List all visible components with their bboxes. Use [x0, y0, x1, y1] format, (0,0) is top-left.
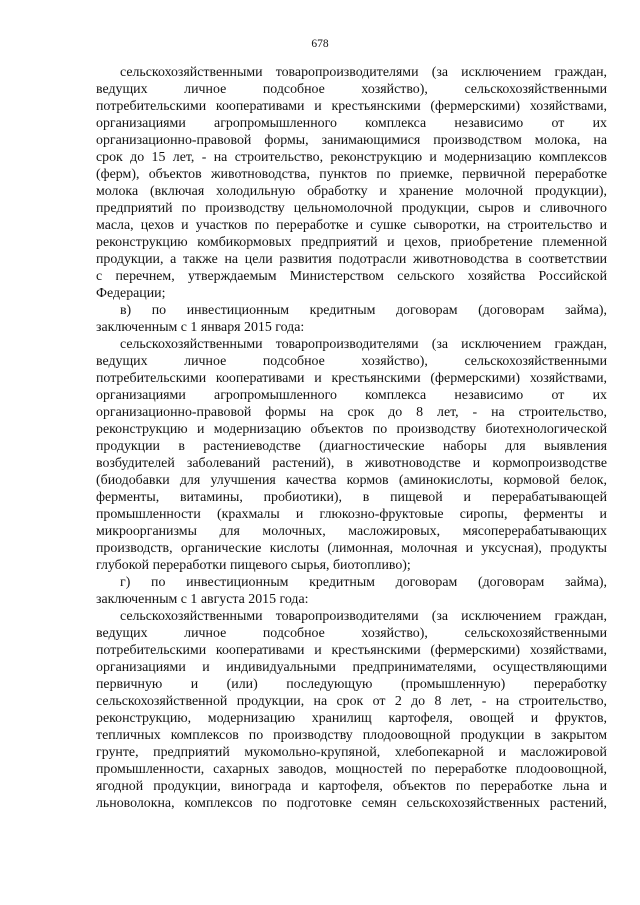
text-line: потребительскими кооперативами и крестьянскими (фермерскими) хозяйствами, [96, 99, 607, 114]
text-line: предприятий по производству цельномолочной продукции, сыров и сливочного [96, 201, 607, 216]
text-line: с перечнем, утверждаемым Министерством сельского хозяйства Российской [96, 269, 607, 284]
text-line: сельскохозяйственными товаропроизводителями (за исключением граждан, [120, 609, 607, 624]
text-line: микроорганизмы для молочных, масложировых, мясоперерабатывающих [96, 524, 607, 539]
text-line: реконструкцию, модернизацию хранилищ картофеля, овощей и фруктов, [96, 711, 607, 726]
text-line: (ферм), объектов животноводства, пунктов по приемке, первичной переработке [96, 167, 607, 182]
page-number: 678 [311, 38, 329, 50]
text-line: сельскохозяйственными товаропроизводителями (за исключением граждан, [120, 65, 607, 80]
text-line: потребительскими кооперативами и крестьянскими (фермерскими) хозяйствами, [96, 643, 607, 658]
text-line: ферменты, витамины, пробиотики), в пищевой и перерабатывающей [96, 490, 607, 505]
text-line: сельскохозяйственными товаропроизводителями (за исключением граждан, [120, 337, 607, 352]
text-line: организациями и индивидуальными предпринимателями, осуществляющими [96, 660, 607, 675]
text-line: ведущих личное подсобное хозяйство), сельскохозяйственными [96, 354, 607, 369]
text-line: организационно-правовой формы на срок до 8 лет, - на строительство, [96, 405, 607, 420]
text-line: глубокой переработки пищевого сырья, биотопливо); [96, 558, 411, 573]
text-line: грунте, предприятий мукомольно-крупяной, хлебопекарной и масложировой [96, 745, 607, 760]
text-line: реконструкцию комбикормовых предприятий и цехов, приобретение племенной [96, 235, 607, 250]
text-line: потребительскими кооперативами и крестьянскими (фермерскими) хозяйствами, [96, 371, 607, 386]
text-line: заключенным с 1 августа 2015 года: [96, 592, 309, 607]
text-line: реконструкцию и модернизацию объектов по производству биотехнологической [96, 422, 607, 437]
text-line: возбудителей заболеваний растений), в животноводстве и кормопроизводстве [96, 456, 607, 471]
text-line: (биодобавки для улучшения качества кормов (аминокислоты, кормовой белок, [96, 473, 607, 488]
text-line: льноволокна, комплексов по подготовке семян сельскохозяйственных растений, [96, 796, 607, 811]
text-line: организационно-правовой формы, занимающимися производством молока, на [96, 133, 607, 148]
text-line: первичную и (или) последующую (промышленную) переработку [96, 677, 607, 692]
text-line: промышленности (крахмалы и глюкозно-фруктовые сиропы, ферменты и [96, 507, 607, 522]
text-line: сельскохозяйственной продукции, на срок от 2 до 8 лет, - на строительство, [96, 694, 607, 709]
text-line: ягодной продукции, винограда и картофеля, объектов по переработке льна и [96, 779, 607, 794]
text-line: тепличных комплексов по производству плодоовощной продукции в закрытом [96, 728, 607, 743]
text-line: масла, цехов и участков по переработке и сушке сыворотки, на строительство и [96, 218, 607, 233]
text-line: ведущих личное подсобное хозяйство), сельскохозяйственными [96, 626, 607, 641]
document-body [96, 64, 607, 812]
text-line: продукции в растениеводстве (диагностические наборы для выявления [96, 439, 607, 454]
text-line: в) по инвестиционным кредитным договорам (договорам займа), [120, 303, 607, 318]
text-line: производств, органические кислоты (лимонная, молочная и уксусная), продукты [96, 541, 607, 556]
text-line: срок до 15 лет, - на строительство, реконструкцию и модернизацию комплексов [96, 150, 607, 165]
text-line: ведущих личное подсобное хозяйство), сельскохозяйственными [96, 82, 607, 97]
text-line: организациями агропромышленного комплекса независимо от их [96, 388, 607, 403]
text-line: молока (включая холодильную обработку и хранение молочной продукции), [96, 184, 607, 199]
text-line: промышленности, сахарных заводов, мощностей по переработке плодоовощной, [96, 762, 607, 777]
text-line: Федерации; [96, 286, 166, 301]
text-line: продукции, а также на цели развития подотрасли животноводства в соответствии [96, 252, 607, 267]
text-line: организациями агропромышленного комплекса независимо от их [96, 116, 607, 131]
text-line: заключенным с 1 января 2015 года: [96, 320, 305, 335]
text-line: г) по инвестиционным кредитным договорам (договорам займа), [120, 575, 607, 590]
